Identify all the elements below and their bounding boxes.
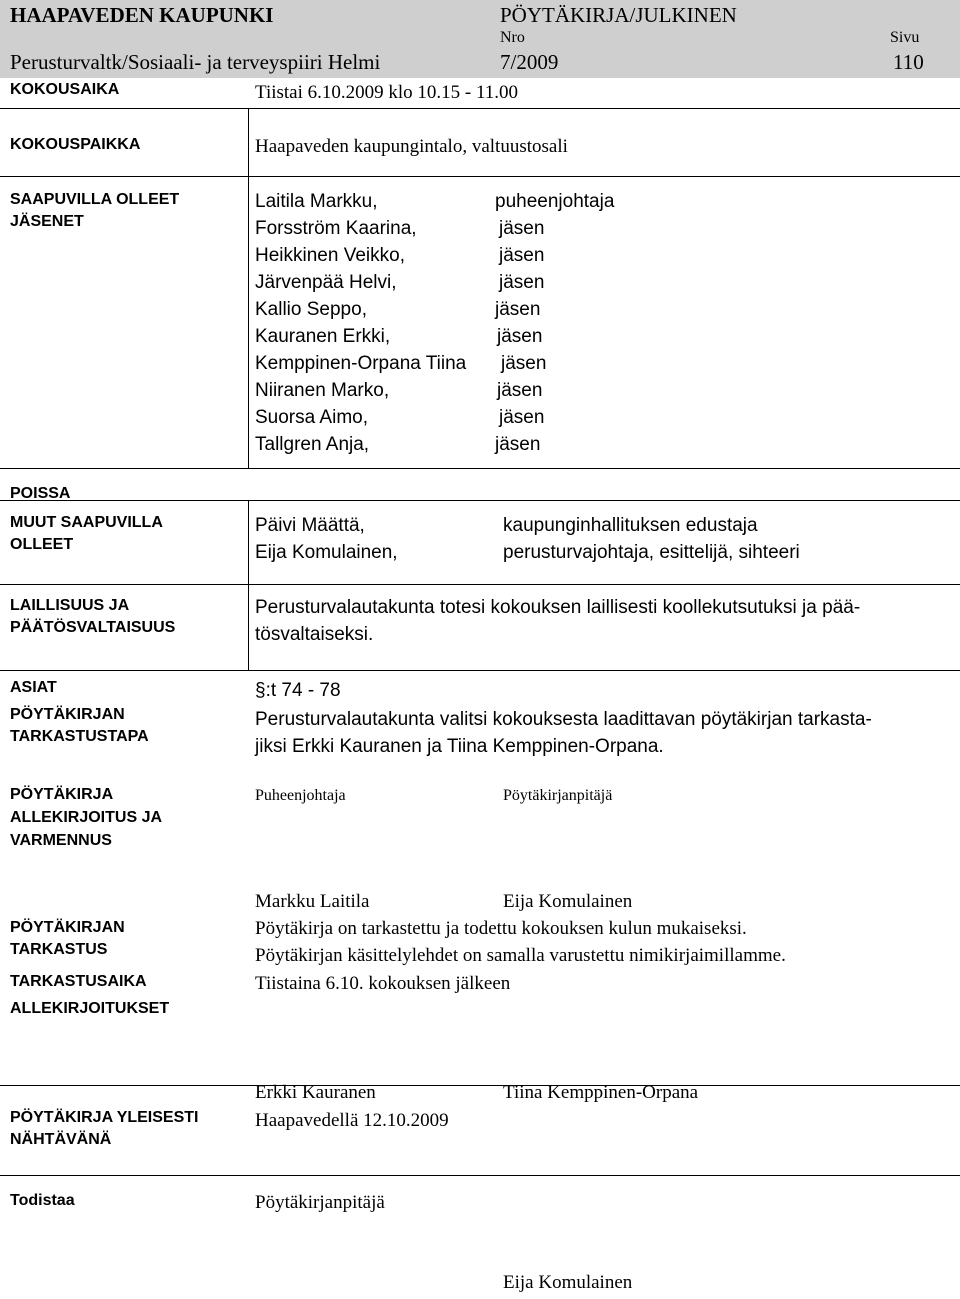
- member-name: Kauranen Erkki,: [255, 326, 391, 347]
- tarkastustapa-label-2: TARKASTUSTAPA: [10, 728, 149, 745]
- todistaa-role: Pöytäkirjanpitäjä: [255, 1192, 385, 1213]
- divider-members: [0, 468, 960, 469]
- member-role: jäsen: [499, 407, 545, 428]
- doc-type: PÖYTÄKIRJA/JULKINEN: [500, 3, 737, 27]
- member-name: Järvenpää Helvi,: [255, 272, 397, 293]
- member-role: puheenjohtaja: [495, 191, 615, 212]
- other-role: perusturvajohtaja, esittelijä, sihteeri: [503, 542, 800, 563]
- legality-text-1: Perusturvalautakunta totesi kokouksen laillisesti koollekutsutuksi ja pää-: [255, 597, 861, 618]
- member-role: jäsen: [495, 434, 541, 455]
- nro-value: 7/2009: [500, 50, 559, 74]
- nahtavana-value: Haapavedellä 12.10.2009: [255, 1110, 449, 1131]
- inspector1-name: Erkki Kauranen: [255, 1082, 376, 1103]
- nahtavana-label-2: NÄHTÄVÄNÄ: [10, 1131, 112, 1148]
- nro-label: Nro: [500, 29, 525, 46]
- divider-legality: [0, 670, 960, 671]
- tarkastustapa-text-2: jiksi Erkki Kauranen ja Tiina Kemppinen-Orpana.: [255, 736, 664, 757]
- member-role: jäsen: [499, 272, 545, 293]
- divider-vertical-mid: [248, 500, 249, 670]
- allekirjoitus-label-3: VARMENNUS: [10, 832, 112, 849]
- asiat-value: §:t 74 - 78: [255, 680, 341, 701]
- member-name: Laitila Markku,: [255, 191, 378, 212]
- members-label-1: SAAPUVILLA OLLEET: [10, 191, 180, 208]
- legality-text-2: tösvaltaiseksi.: [255, 624, 374, 645]
- other-name: Eija Komulainen,: [255, 542, 398, 563]
- member-name: Tallgren Anja,: [255, 434, 370, 455]
- other-role: kaupunginhallituksen edustaja: [503, 515, 758, 536]
- other-name: Päivi Määttä,: [255, 515, 365, 536]
- member-name: Forsström Kaarina,: [255, 218, 417, 239]
- todistaa-label: Todistaa: [10, 1192, 75, 1209]
- member-role: jäsen: [499, 245, 545, 266]
- tarkastus-text-2: Pöytäkirjan käsittelylehdet on samalla varustettu nimikirjaimillamme.: [255, 945, 786, 966]
- kokouspaikka-value: Haapaveden kaupungintalo, valtuustosali: [255, 136, 568, 157]
- tarkastusaika-label: TARKASTUSAIKA: [10, 973, 147, 990]
- member-role: jäsen: [501, 353, 547, 374]
- chair-name: Markku Laitila: [255, 891, 370, 912]
- divider-nahtavana: [0, 1175, 960, 1176]
- sivu-label: Sivu: [890, 29, 920, 46]
- member-role: jäsen: [495, 299, 541, 320]
- tarkastus-label-1: PÖYTÄKIRJAN: [10, 919, 125, 936]
- member-name: Heikkinen Veikko,: [255, 245, 405, 266]
- allekirjoitukset-label: ALLEKIRJOITUKSET: [10, 1000, 170, 1017]
- tarkastusaika-value: Tiistaina 6.10. kokouksen jälkeen: [255, 973, 511, 994]
- divider-kokouspaikka: [0, 176, 960, 177]
- asiat-label: ASIAT: [10, 679, 57, 696]
- inspector2-name: Tiina Kemppinen-Orpana: [503, 1082, 699, 1103]
- tarkastustapa-text-1: Perusturvalautakunta valitsi kokouksesta laadittavan pöytäkirjan tarkasta-: [255, 709, 872, 730]
- legality-label-1: LAILLISUUS JA: [10, 597, 130, 614]
- divider-top: [0, 108, 960, 109]
- unit-name: Perusturvaltk/Sosiaali- ja terveyspiiri Helmi: [10, 50, 381, 74]
- chair-role-label: Puheenjohtaja: [255, 787, 346, 804]
- member-role: jäsen: [497, 380, 543, 401]
- member-name: Niiranen Marko,: [255, 380, 390, 401]
- todistaa-name: Eija Komulainen: [503, 1272, 633, 1293]
- secretary-role-label: Pöytäkirjanpitäjä: [503, 787, 613, 804]
- kokousaika-label: KOKOUSAIKA: [10, 81, 120, 98]
- divider-others: [0, 584, 960, 585]
- divider-vertical-top: [248, 108, 249, 468]
- members-label-2: JÄSENET: [10, 213, 84, 230]
- member-name: Suorsa Aimo,: [255, 407, 368, 428]
- others-label-1: MUUT SAAPUVILLA: [10, 514, 163, 531]
- others-label-2: OLLEET: [10, 536, 74, 553]
- member-role: jäsen: [499, 218, 545, 239]
- member-role: jäsen: [497, 326, 543, 347]
- poissa-label: POISSA: [10, 485, 71, 502]
- tarkastustapa-label-1: PÖYTÄKIRJAN: [10, 706, 125, 723]
- allekirjoitus-label-1: PÖYTÄKIRJA: [10, 786, 114, 803]
- divider-signatures: [0, 1085, 960, 1086]
- tarkastus-text-1: Pöytäkirja on tarkastettu ja todettu kokouksen kulun mukaiseksi.: [255, 918, 747, 939]
- tarkastus-label-2: TARKASTUS: [10, 941, 108, 958]
- divider-poissa: [0, 500, 960, 501]
- kokousaika-value: Tiistai 6.10.2009 klo 10.15 - 11.00: [255, 82, 519, 103]
- member-name: Kemppinen-Orpana Tiina: [255, 353, 467, 374]
- secretary-name: Eija Komulainen: [503, 891, 633, 912]
- legality-label-2: PÄÄTÖSVALTAISUUS: [10, 619, 176, 636]
- sivu-value: 110: [893, 50, 924, 74]
- allekirjoitus-label-2: ALLEKIRJOITUS JA: [10, 809, 163, 826]
- org-name: HAAPAVEDEN KAUPUNKI: [10, 3, 274, 27]
- kokouspaikka-label: KOKOUSPAIKKA: [10, 136, 141, 153]
- nahtavana-label-1: PÖYTÄKIRJA YLEISESTI: [10, 1109, 199, 1126]
- member-name: Kallio Seppo,: [255, 299, 367, 320]
